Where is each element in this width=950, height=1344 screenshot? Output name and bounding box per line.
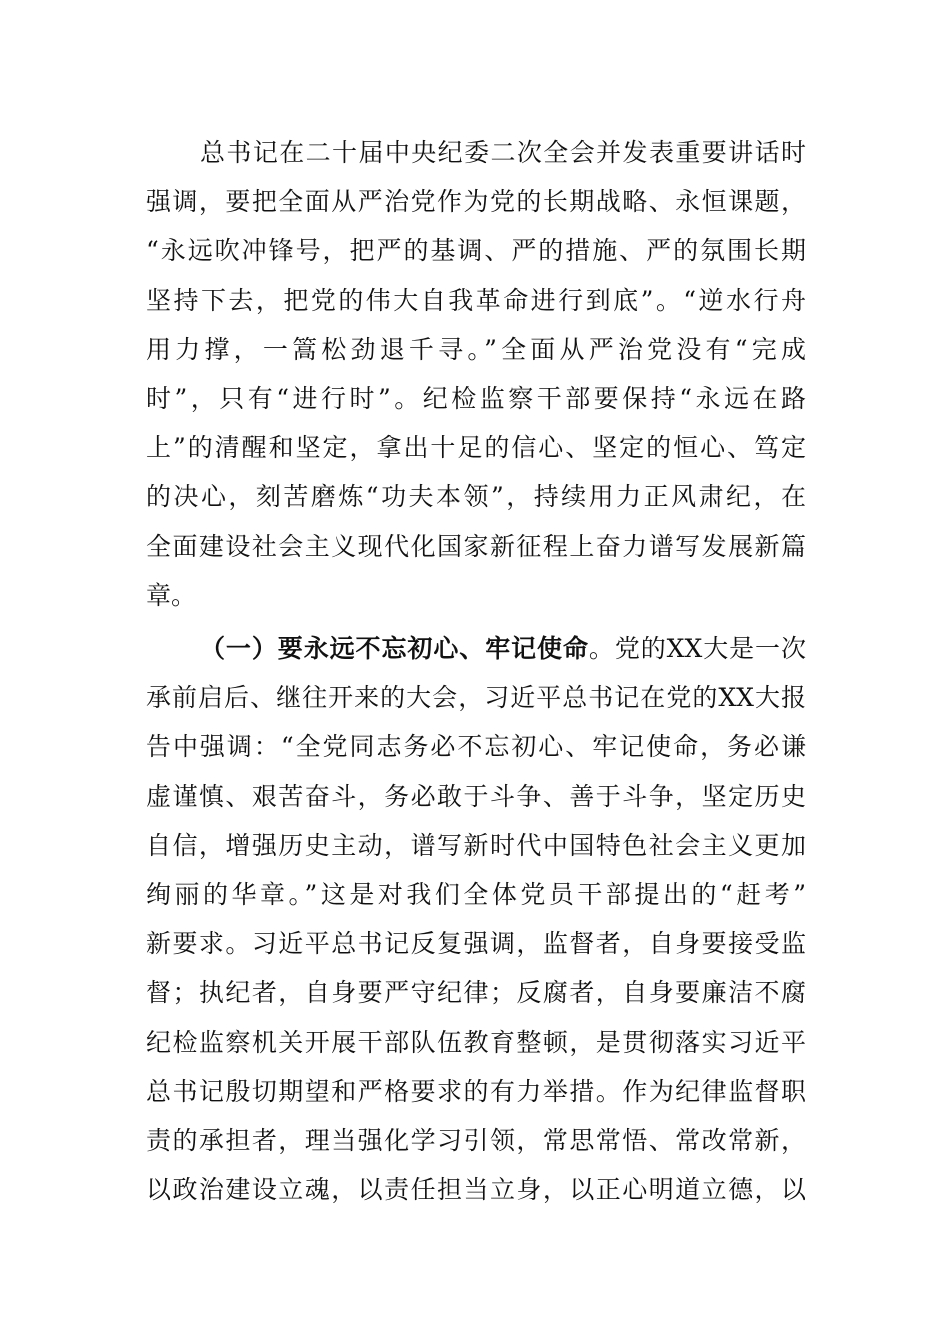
text-line: 上”的清醒和坚定，拿出十足的信心、坚定的恒心、笃定 [146,433,806,463]
text-line: 强调，要把全面从严治党作为党的长期战略、永恒课题， [146,187,806,217]
text-line: 以政治建设立魂，以责任担当立身，以正心明道立德，以 [146,1175,806,1205]
text-line: 总书记在二十届中央纪委二次全会并发表重要讲话时 [200,138,806,167]
text-line-first [146,624,806,673]
paragraph-1 [146,128,806,620]
heading-continuation: 。党的XX大是一次 [588,634,806,663]
text-line: “永远吹冲锋号，把严的基调、严的措施、严的氛围长期 [146,236,806,266]
text-line: 章。 [146,580,197,610]
text-line: 新要求。习近平总书记反复强调，监督者，自身要接受监 [146,929,806,959]
text-line: 告中强调：“全党同志务必不忘初心、牢记使命，务必谦 [146,732,806,762]
section-heading: （一）要永远不忘初心、牢记使命 [200,634,589,663]
paragraph-2 [146,624,806,1214]
text-line: 自信，增强历史主动，谱写新时代中国特色社会主义更加 [146,830,806,860]
text-line: 纪检监察机关开展干部队伍教育整顿，是贯彻落实习近平 [146,1027,806,1057]
text-line: 全面建设社会主义现代化国家新征程上奋力谱写发展新篇 [146,531,806,561]
text-line: 督；执纪者，自身要严守纪律；反腐者，自身要廉洁不腐 [146,978,806,1008]
text-line: 责的承担者，理当强化学习引领，常思常悟、常改常新， [146,1125,806,1155]
text-line: 的决心，刻苦磨炼“功夫本领”，持续用力正风肃纪，在 [146,482,806,512]
text-line: 虚谨慎、艰苦奋斗，务必敢于斗争、善于斗争，坚定历史 [146,781,806,811]
text-line: 用力撑，一篙松劲退千寻。”全面从严治党没有“完成 [146,334,806,364]
text-line: 承前启后、继往开来的大会，习近平总书记在党的XX大报 [146,683,806,713]
text-line: 绚丽的华章。”这是对我们全体党员干部提出的“赶考” [146,879,806,909]
text-line: 时”，只有“进行时”。纪检监察干部要保持“永远在路 [146,383,806,413]
text-line: 总书记殷切期望和严格要求的有力举措。作为纪律监督职 [146,1076,806,1106]
text-line: 坚持下去，把党的伟大自我革命进行到底”。“逆水行舟 [146,285,806,315]
